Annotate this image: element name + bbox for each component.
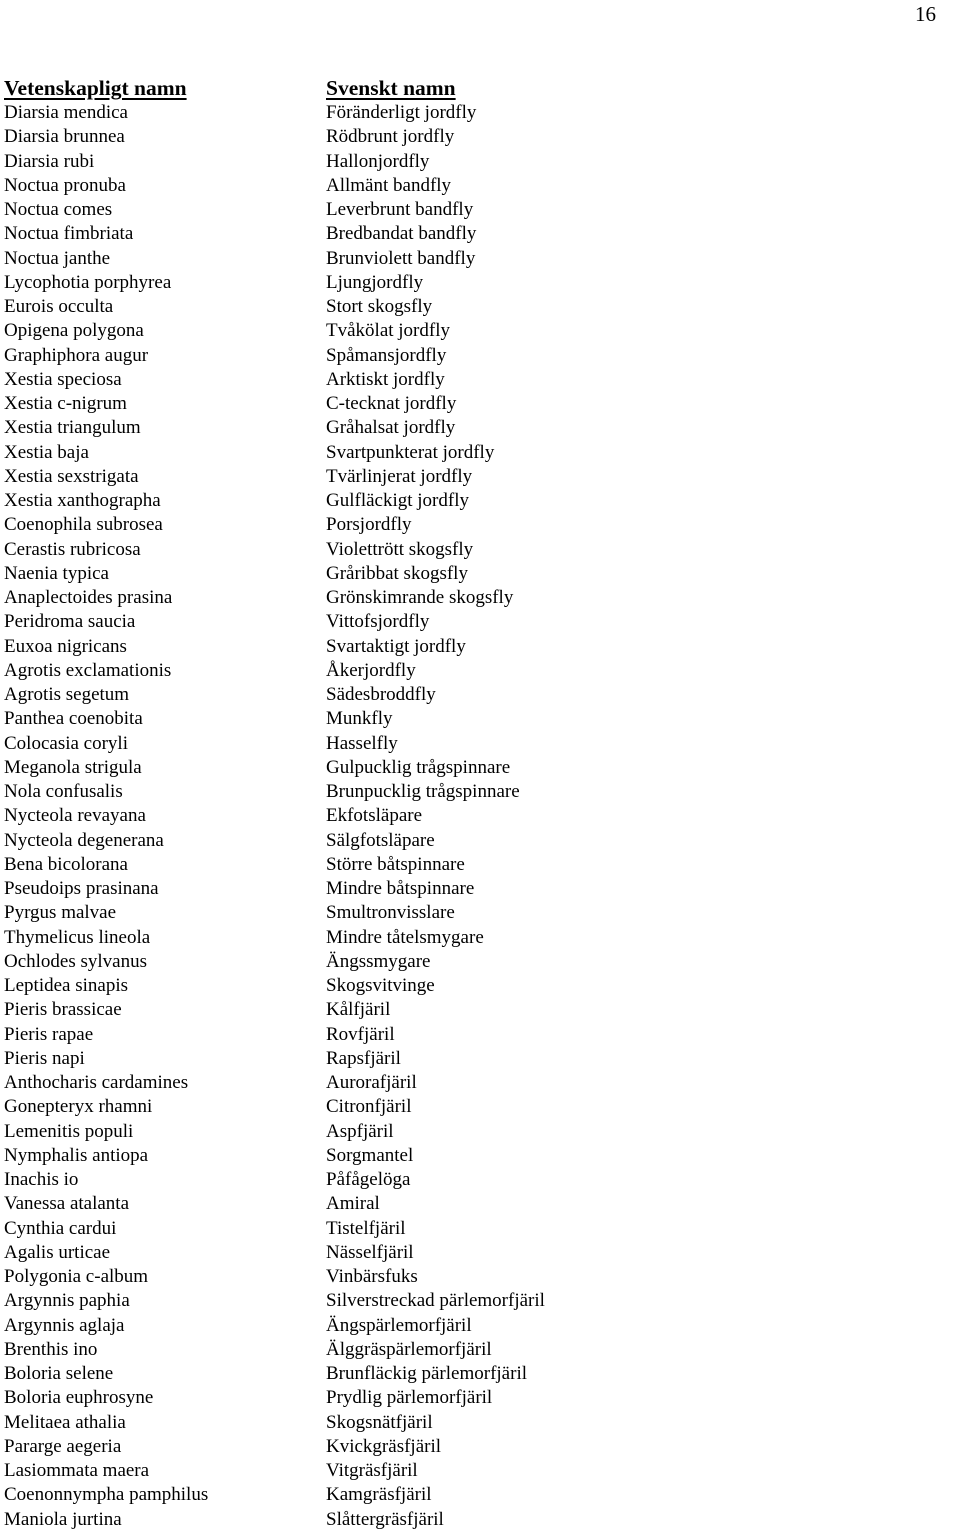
table-row	[4, 1241, 944, 1265]
scientific-name-cell: Brenthis ino	[4, 1338, 98, 1360]
swedish-name-cell: Kamgräsfjäril	[326, 1484, 432, 1506]
swedish-name-cell: Grönskimrande skogsfly	[326, 587, 514, 608]
table-row	[4, 247, 944, 271]
table-row	[4, 998, 944, 1022]
scientific-name-cell: Bena bicolorana	[4, 853, 128, 875]
scientific-name-cell: Diarsia rubi	[4, 150, 95, 172]
scientific-name-cell: Lemenitis populi	[4, 1120, 134, 1142]
swedish-name-cell: Ängspärlemorfjäril	[326, 1314, 472, 1336]
swedish-name-cell: Åkerjordfly	[326, 659, 416, 681]
swedish-name-cell: Nässelfjäril	[326, 1241, 414, 1263]
scientific-name-cell: Pseudoips prasinana	[4, 878, 159, 899]
table-row	[4, 732, 944, 756]
swedish-name-cell: Sälgfotsläpare	[326, 829, 435, 851]
swedish-name-cell: Vinbärsfuks	[326, 1266, 418, 1287]
scientific-name-cell: Agrotis segetum	[4, 684, 130, 705]
swedish-name-cell: Arktiskt jordfly	[326, 368, 445, 390]
table-row	[4, 901, 944, 925]
table-row	[4, 635, 944, 659]
swedish-name-cell: Vittofsjordfly	[326, 611, 430, 633]
swedish-name-cell: Brunviolett bandfly	[326, 247, 476, 269]
swedish-name-cell: Stort skogsfly	[326, 296, 433, 317]
swedish-name-cell: Amiral	[326, 1193, 380, 1215]
swedish-name-cell: Vitgräsfjäril	[326, 1460, 418, 1481]
swedish-name-cell: Silverstreckad pärlemorfjäril	[326, 1290, 545, 1312]
scientific-name-cell: Nycteola degenerana	[4, 829, 164, 851]
scientific-name-cell: Coenonnympha pamphilus	[4, 1484, 209, 1506]
scientific-name-cell: Lasiommata maera	[4, 1460, 150, 1481]
swedish-name-cell: Rödbrunt jordfly	[326, 126, 455, 148]
scientific-name-cell: Pyrgus malvae	[4, 902, 117, 924]
swedish-name-cell: Slåttergräsfjäril	[326, 1508, 444, 1530]
table-row	[4, 804, 944, 828]
scientific-name-cell: Nymphalis antiopa	[4, 1144, 149, 1166]
scientific-name-cell: Boloria selene	[4, 1363, 114, 1384]
scientific-name-cell: Anthocharis cardamines	[4, 1072, 189, 1093]
table-row	[4, 1411, 944, 1435]
table-row	[4, 319, 944, 343]
table-row	[4, 441, 944, 465]
swedish-name-cell: Hallonjordfly	[326, 150, 430, 172]
swedish-name-cell: Gråribbat skogsfly	[326, 562, 468, 584]
table-row	[4, 756, 944, 780]
swedish-name-cell: Gulpucklig trågspinnare	[326, 756, 511, 778]
scientific-name-cell: Diarsia mendica	[4, 102, 128, 123]
table-row	[4, 1386, 944, 1410]
scientific-name-cell: Melitaea athalia	[4, 1411, 126, 1433]
table-row	[4, 1459, 944, 1483]
scientific-name-cell: Opigena polygona	[4, 320, 144, 342]
scientific-name-cell: Euxoa nigricans	[4, 635, 127, 657]
table-row	[4, 586, 944, 610]
table-row	[4, 150, 944, 174]
swedish-name-cell: Påfågelöga	[326, 1169, 411, 1190]
scientific-name-cell: Leptidea sinapis	[4, 975, 128, 996]
swedish-name-cell: Violettrött skogsfly	[326, 538, 474, 560]
table-row	[4, 974, 944, 998]
table-row	[4, 465, 944, 489]
scientific-name-cell: Ochlodes sylvanus	[4, 950, 148, 972]
table-row	[4, 780, 944, 804]
table-row	[4, 1120, 944, 1144]
scientific-name-cell: Xestia xanthographa	[4, 490, 161, 511]
swedish-name-cell: Prydlig pärlemorfjäril	[326, 1387, 493, 1409]
scientific-name-cell: Cerastis rubricosa	[4, 538, 141, 560]
swedish-name-cell: Spåmansjordfly	[326, 344, 447, 366]
swedish-name-cell: Svartpunkterat jordfly	[326, 441, 495, 463]
table-body	[4, 101, 944, 1532]
scientific-name-cell: Noctua fimbriata	[4, 223, 134, 245]
scientific-name-cell: Argynnis paphia	[4, 1290, 130, 1312]
scientific-name-cell: Pieris napi	[4, 1047, 85, 1069]
swedish-name-cell: Ekfotsläpare	[326, 805, 423, 827]
swedish-name-cell: Bredbandat bandfly	[326, 223, 477, 245]
swedish-name-cell: Större båtspinnare	[326, 853, 465, 875]
scientific-name-cell: Naenia typica	[4, 562, 109, 584]
scientific-name-cell: Gonepteryx rhamni	[4, 1096, 153, 1118]
table-row	[4, 853, 944, 877]
table-row	[4, 125, 944, 149]
table-row	[4, 1338, 944, 1362]
swedish-name-cell: Tvärlinjerat jordfly	[326, 465, 473, 487]
swedish-name-cell: Citronfjäril	[326, 1096, 412, 1118]
table-row	[4, 950, 944, 974]
swedish-name-cell: Ängssmygare	[326, 950, 431, 972]
swedish-name-cell: Allmänt bandfly	[326, 174, 452, 196]
table-row	[4, 222, 944, 246]
table-row	[4, 174, 944, 198]
table-row	[4, 198, 944, 222]
swedish-name-cell: Skogsnätfjäril	[326, 1411, 433, 1433]
scientific-name-cell: Xestia sexstrigata	[4, 465, 139, 487]
scientific-name-cell: Pieris rapae	[4, 1023, 94, 1045]
scientific-name-cell: Pieris brassicae	[4, 999, 122, 1021]
table-row	[4, 1095, 944, 1119]
scientific-name-cell: Anaplectoides prasina	[4, 587, 173, 608]
table-row	[4, 877, 944, 901]
swedish-name-cell: Ljungjordfly	[326, 271, 424, 293]
scientific-name-cell: Boloria euphrosyne	[4, 1387, 154, 1409]
scientific-name-cell: Xestia speciosa	[4, 368, 122, 390]
swedish-name-cell: Aurorafjäril	[326, 1072, 417, 1093]
scientific-name-cell: Noctua comes	[4, 199, 113, 220]
table-row	[4, 683, 944, 707]
scientific-name-cell: Maniola jurtina	[4, 1508, 122, 1530]
table-row	[4, 1314, 944, 1338]
table-row	[4, 368, 944, 392]
scientific-name-cell: Graphiphora augur	[4, 344, 149, 366]
scientific-name-cell: Noctua pronuba	[4, 174, 126, 196]
table-row	[4, 1047, 944, 1071]
table-row	[4, 271, 944, 295]
swedish-name-cell: Rovfjäril	[326, 1023, 395, 1045]
scientific-name-cell: Pararge aegeria	[4, 1435, 122, 1457]
swedish-name-column-header: Svenskt namn	[326, 76, 456, 100]
table-row	[4, 1144, 944, 1168]
scientific-name-cell: Vanessa atalanta	[4, 1193, 130, 1215]
table-header-row	[4, 75, 944, 101]
table-row	[4, 1217, 944, 1241]
swedish-name-cell: Skogsvitvinge	[326, 975, 435, 996]
table-row	[4, 610, 944, 634]
scientific-name-cell: Colocasia coryli	[4, 732, 128, 754]
swedish-name-cell: Gulfläckigt jordfly	[326, 490, 469, 511]
scientific-name-cell: Eurois occulta	[4, 296, 114, 317]
scientific-name-cell: Xestia baja	[4, 441, 89, 463]
scientific-name-cell: Coenophila subrosea	[4, 514, 163, 536]
table-row	[4, 926, 944, 950]
table-row	[4, 295, 944, 319]
scientific-name-cell: Nycteola revayana	[4, 805, 146, 827]
swedish-name-cell: Mindre båtspinnare	[326, 878, 475, 899]
table-row	[4, 392, 944, 416]
table-row	[4, 562, 944, 586]
table-row	[4, 1508, 944, 1532]
table-row	[4, 1192, 944, 1216]
table-row	[4, 707, 944, 731]
scientific-name-cell: Xestia c-nigrum	[4, 393, 127, 414]
table-row	[4, 344, 944, 368]
table-row	[4, 659, 944, 683]
species-name-table	[4, 75, 944, 1532]
scientific-name-cell: Inachis io	[4, 1169, 79, 1190]
scientific-name-cell: Peridroma saucia	[4, 611, 136, 633]
swedish-name-cell: Porsjordfly	[326, 514, 412, 536]
scientific-name-cell: Xestia triangulum	[4, 417, 141, 439]
scientific-name-cell: Cynthia cardui	[4, 1217, 117, 1239]
scientific-name-cell: Nola confusalis	[4, 781, 123, 802]
swedish-name-cell: Älggräspärlemorfjäril	[326, 1338, 492, 1360]
scientific-name-cell: Agrotis exclamationis	[4, 659, 172, 681]
swedish-name-cell: Leverbrunt bandfly	[326, 199, 474, 220]
table-row	[4, 416, 944, 440]
table-row	[4, 1289, 944, 1313]
table-row	[4, 1168, 944, 1192]
scientific-name-cell: Argynnis aglaja	[4, 1314, 125, 1336]
table-row	[4, 1435, 944, 1459]
table-row	[4, 1071, 944, 1095]
swedish-name-cell: Sorgmantel	[326, 1144, 414, 1166]
table-row	[4, 1265, 944, 1289]
swedish-name-cell: C-tecknat jordfly	[326, 393, 457, 414]
swedish-name-cell: Hasselfly	[326, 732, 398, 754]
table-row	[4, 1023, 944, 1047]
swedish-name-cell: Kvickgräsfjäril	[326, 1435, 442, 1457]
swedish-name-cell: Sädesbroddfly	[326, 684, 436, 705]
swedish-name-cell: Aspfjäril	[326, 1120, 394, 1142]
table-row	[4, 513, 944, 537]
swedish-name-cell: Brunpucklig trågspinnare	[326, 781, 520, 802]
scientific-name-cell: Polygonia c-album	[4, 1266, 149, 1287]
swedish-name-cell: Tvåkölat jordfly	[326, 320, 450, 342]
table-row	[4, 538, 944, 562]
swedish-name-cell: Rapsfjäril	[326, 1047, 401, 1069]
table-row	[4, 101, 944, 125]
scientific-name-cell: Noctua janthe	[4, 247, 111, 269]
scientific-name-cell: Lycophotia porphyrea	[4, 271, 172, 293]
scientific-name-cell: Panthea coenobita	[4, 708, 143, 730]
table-row	[4, 1483, 944, 1507]
swedish-name-cell: Svartaktigt jordfly	[326, 635, 466, 657]
swedish-name-cell: Munkfly	[326, 708, 393, 730]
scientific-name-column-header: Vetenskapligt namn	[4, 76, 187, 100]
scientific-name-cell: Meganola strigula	[4, 756, 142, 778]
swedish-name-cell: Smultronvisslare	[326, 902, 455, 924]
table-row	[4, 489, 944, 513]
swedish-name-cell: Mindre tåtelsmygare	[326, 926, 484, 948]
swedish-name-cell: Tistelfjäril	[326, 1217, 406, 1239]
scientific-name-cell: Diarsia brunnea	[4, 126, 125, 148]
swedish-name-cell: Föränderligt jordfly	[326, 102, 477, 123]
table-row	[4, 1362, 944, 1386]
scientific-name-cell: Agalis urticae	[4, 1241, 111, 1263]
page-number: 16	[915, 2, 936, 26]
scientific-name-cell: Thymelicus lineola	[4, 926, 151, 948]
swedish-name-cell: Kålfjäril	[326, 999, 391, 1021]
swedish-name-cell: Gråhalsat jordfly	[326, 417, 456, 439]
swedish-name-cell: Brunfläckig pärlemorfjäril	[326, 1363, 528, 1384]
table-row	[4, 829, 944, 853]
